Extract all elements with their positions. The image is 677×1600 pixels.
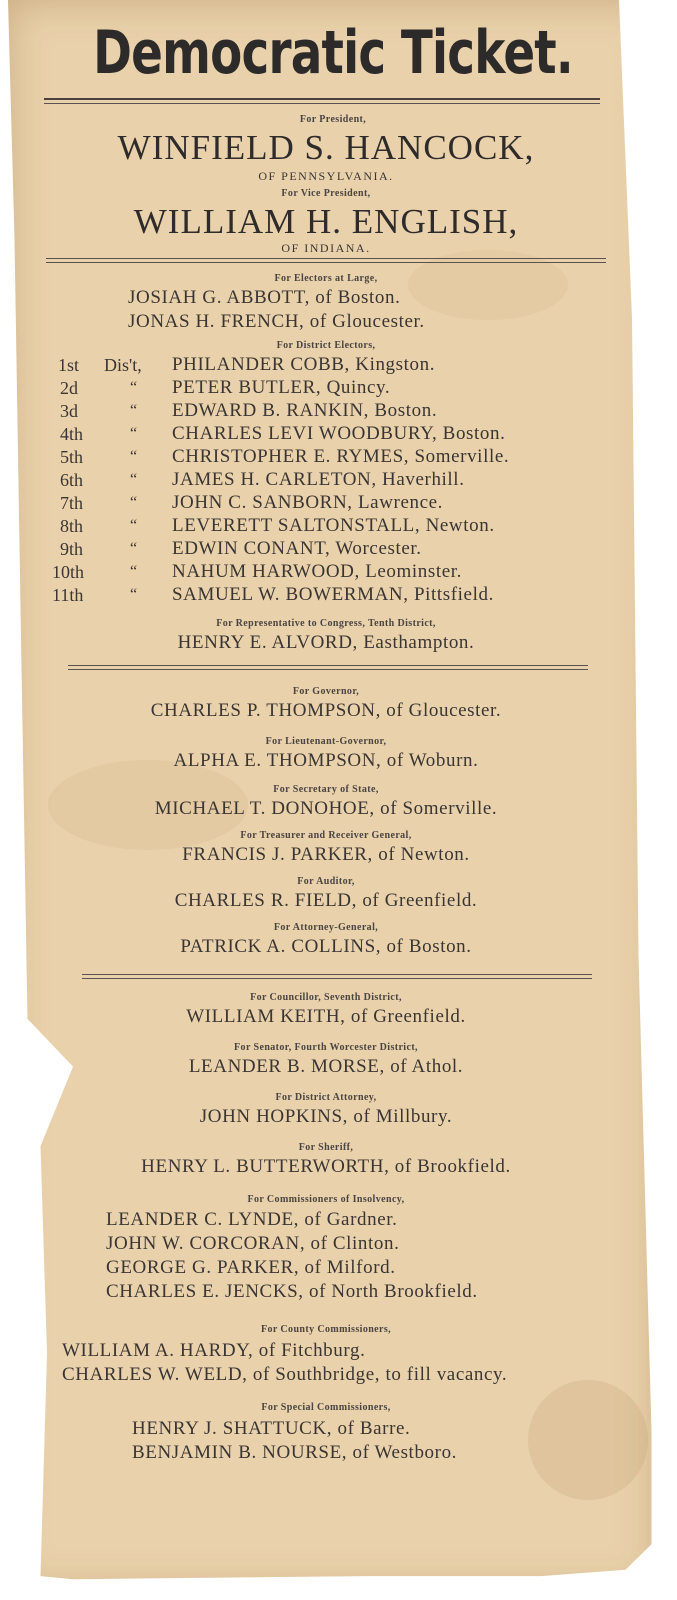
district-elector: JOHN C. SANBORN, Lawrence. xyxy=(172,492,444,513)
ditto-mark: “ xyxy=(130,448,138,465)
district-elector: SAMUEL W. BOWERMAN, Pittsfield. xyxy=(172,584,494,605)
district-ordinal: 4th xyxy=(60,424,84,444)
office-insolvency: For Commissioners of Insolvency, xyxy=(247,1194,405,1205)
title-rule xyxy=(44,98,600,100)
office-councillor: For Councillor, Seventh District, xyxy=(250,992,402,1003)
ditto-mark: “ xyxy=(130,540,138,557)
office-vice-president: For Vice President, xyxy=(281,188,371,199)
district-elector: EDWARD B. RANKIN, Boston. xyxy=(172,400,438,421)
district-ordinal: 9th xyxy=(60,539,84,559)
district-elector: JAMES H. CARLETON, Haverhill. xyxy=(172,469,465,490)
ditto-mark: “ xyxy=(130,586,138,603)
district-elector: LEVERETT SALTONSTALL, Newton. xyxy=(172,515,495,536)
district-ordinal: 6th xyxy=(60,470,84,490)
district-ordinal: 3d xyxy=(60,401,78,421)
office-district-electors: For District Electors, xyxy=(276,340,376,351)
office-governor: For Governor, xyxy=(292,686,360,697)
candidate-president: WINFIELD S. HANCOCK, xyxy=(117,128,535,167)
district-ordinal: 1st xyxy=(58,355,80,375)
section-rule xyxy=(82,978,592,979)
title-rule xyxy=(44,103,600,104)
district-elector: CHARLES LEVI WOODBURY, Boston. xyxy=(172,423,506,444)
district-elector: EDWIN CONANT, Worcester. xyxy=(172,538,422,559)
office-treasurer: For Treasurer and Receiver General, xyxy=(240,830,412,841)
district-elector: NAHUM HARWOOD, Leominster. xyxy=(172,561,463,582)
section-rule xyxy=(68,665,588,666)
ditto-mark: “ xyxy=(130,379,138,396)
candidate-congress: HENRY E. ALVORD, Easthampton. xyxy=(177,632,475,653)
district-elector: PETER BUTLER, Quincy. xyxy=(172,377,391,398)
elector-at-large: JONAS H. FRENCH, of Gloucester. xyxy=(128,311,425,332)
district-ordinal: 7th xyxy=(60,493,84,513)
district-ordinal: 5th xyxy=(60,447,84,467)
candidate-county: WILLIAM A. HARDY, of Fitchburg. xyxy=(62,1340,366,1361)
candidate-auditor: CHARLES R. FIELD, of Greenfield. xyxy=(174,890,478,911)
ditto-mark: “ xyxy=(130,471,138,488)
office-district-attorney: For District Attorney, xyxy=(275,1092,377,1103)
office-sheriff: For Sheriff, xyxy=(298,1142,354,1153)
office-auditor: For Auditor, xyxy=(297,876,355,887)
candidate-treasurer: FRANCIS J. PARKER, of Newton. xyxy=(182,844,470,865)
office-secretary: For Secretary of State, xyxy=(273,784,379,795)
candidate-sheriff: HENRY L. BUTTERWORTH, of Brookfield. xyxy=(141,1156,511,1177)
section-rule xyxy=(82,974,592,975)
candidate-lt-governor: ALPHA E. THOMPSON, of Woburn. xyxy=(173,750,479,771)
candidate-vice-president-state: OF INDIANA. xyxy=(281,241,371,255)
candidate-insolvency: CHARLES E. JENCKS, of North Brookfield. xyxy=(106,1281,478,1302)
ditto-mark: “ xyxy=(130,517,138,534)
candidate-governor: CHARLES P. THOMPSON, of Gloucester. xyxy=(150,700,502,721)
district-ordinal: 2d xyxy=(60,378,78,398)
ditto-mark: “ xyxy=(130,425,138,442)
office-president: For President, xyxy=(299,114,367,125)
office-attorney-general: For Attorney-General, xyxy=(273,922,379,933)
candidate-vice-president: WILLIAM H. ENGLISH, xyxy=(133,202,519,241)
candidate-attorney-general: PATRICK A. COLLINS, of Boston. xyxy=(180,936,472,957)
office-special: For Special Commissioners, xyxy=(261,1402,391,1413)
ballot-title: Democratic Ticket. xyxy=(93,18,573,88)
office-county: For County Commissioners, xyxy=(260,1324,392,1335)
candidate-special: BENJAMIN B. NOURSE, of Westboro. xyxy=(132,1442,458,1463)
candidate-president-state: OF PENNSYLVANIA. xyxy=(258,169,394,183)
office-congress: For Representative to Congress, Tenth District, xyxy=(216,618,436,629)
section-rule xyxy=(68,669,588,670)
candidate-special: HENRY J. SHATTUCK, of Barre. xyxy=(132,1418,411,1439)
candidate-county: CHARLES W. WELD, of Southbridge, to fill vacancy. xyxy=(62,1364,508,1385)
candidate-senator: LEANDER B. MORSE, of Athol. xyxy=(188,1056,464,1077)
candidate-secretary: MICHAEL T. DONOHOE, of Somerville. xyxy=(154,798,498,819)
district-ordinal: 11th xyxy=(52,585,84,605)
office-electors-at-large: For Electors at Large, xyxy=(274,273,378,284)
candidate-insolvency: LEANDER C. LYNDE, of Gardner. xyxy=(106,1209,398,1230)
ditto-mark: “ xyxy=(130,494,138,511)
ditto-mark: “ xyxy=(130,563,138,580)
ballot-content xyxy=(8,0,658,1592)
district-elector: CHRISTOPHER E. RYMES, Somerville. xyxy=(172,446,510,467)
office-lt-governor: For Lieutenant-Governor, xyxy=(265,736,387,747)
elector-at-large: JOSIAH G. ABBOTT, of Boston. xyxy=(128,287,401,308)
district-ordinal: 10th xyxy=(52,562,85,582)
district-mark: Dis't, xyxy=(104,355,142,375)
candidate-councillor: WILLIAM KEITH, of Greenfield. xyxy=(186,1006,466,1027)
candidate-district-attorney: JOHN HOPKINS, of Millbury. xyxy=(199,1106,453,1127)
section-rule xyxy=(46,258,606,259)
section-rule xyxy=(46,262,606,263)
district-elector: PHILANDER COBB, Kingston. xyxy=(172,354,436,375)
ditto-mark: “ xyxy=(130,402,138,419)
candidate-insolvency: JOHN W. CORCORAN, of Clinton. xyxy=(106,1233,400,1254)
office-senator: For Senator, Fourth Worcester District, xyxy=(234,1042,418,1053)
district-ordinal: 8th xyxy=(60,516,84,536)
candidate-insolvency: GEORGE G. PARKER, of Milford. xyxy=(106,1257,396,1278)
